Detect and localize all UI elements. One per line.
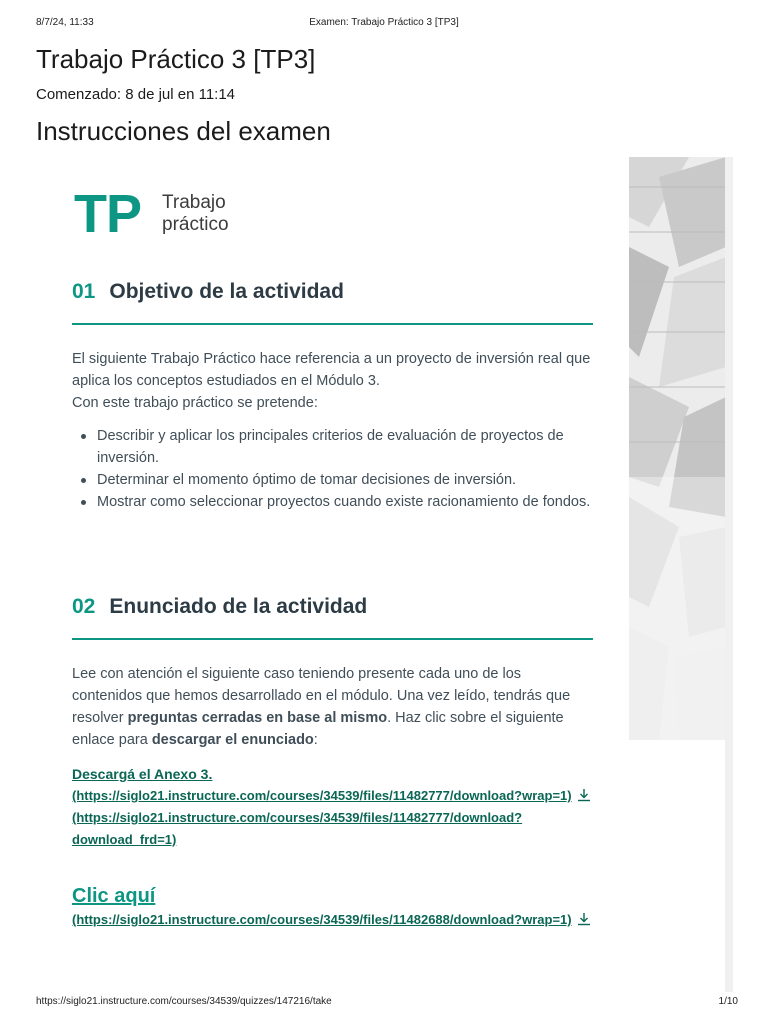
enunciado-text-3: : [313, 732, 318, 748]
download-icon[interactable] [576, 788, 592, 802]
section-divider [72, 323, 593, 325]
download-icon[interactable] [576, 912, 592, 926]
print-page-title: Examen: Trabajo Práctico 3 [TP3] [309, 17, 459, 28]
instructions-heading: Instrucciones del examen [36, 116, 331, 146]
enunciado-bold-text: preguntas cerradas en base al mismo [127, 710, 388, 726]
tp-logo-word2: práctico [162, 214, 229, 235]
print-footer-url: https://siglo21.instructure.com/courses/34539/quizzes/147216/take [36, 996, 332, 1007]
section-number: 02 [72, 595, 96, 618]
print-datetime: 8/7/24, 11:33 [36, 17, 94, 28]
enunciado-text: Lee con atención el siguiente caso teniendo presente cada uno de los contenidos que hemos desarrollado en el módulo. Una vez leído, tendrás que resolver [72, 666, 571, 726]
section-number: 01 [72, 280, 96, 303]
objetivo-text: El siguiente Trabajo Práctico hace referencia a un proyecto de inversión real que aplica los conceptos estudiados en el Módulo 3. [72, 351, 591, 389]
enunciado-paragraph [72, 663, 592, 751]
list-item: Determinar el momento óptimo de tomar decisiones de inversión. [72, 469, 592, 491]
objetivo-text-2: Con este trabajo práctico se pretende: [72, 395, 318, 411]
tp-logo-word1: Trabajo [162, 192, 226, 213]
list-item: Describir y aplicar los principales criterios de evaluación de proyectos de inversión. [72, 425, 592, 469]
anexo-3-url-link[interactable]: (https://siglo21.instructure.com/courses/34539/files/11482777/download?wrap=1) [72, 788, 572, 803]
enunciado-text-2: . Haz clic sobre el siguiente enlace para [72, 710, 564, 748]
section-divider [72, 638, 593, 640]
tp-logo-letters: TP [74, 184, 142, 244]
objetivo-paragraph [72, 348, 592, 414]
print-header [0, 17, 768, 31]
section-objetivo-heading [72, 280, 344, 304]
scrollbar[interactable] [725, 157, 733, 992]
decorative-banner-image [629, 157, 726, 740]
tp-logo-words [162, 192, 272, 236]
section-title: Objetivo de la actividad [109, 280, 344, 303]
section-title: Enunciado de la actividad [109, 595, 368, 618]
anexo-3-link[interactable]: Descargá el Anexo 3. [72, 766, 213, 782]
quiz-title: Trabajo Práctico 3 [TP3] [36, 44, 316, 74]
print-page-number: 1/10 [718, 996, 738, 1007]
clic-aqui-link[interactable]: Clic aquí [72, 885, 156, 907]
clic-aqui-links [72, 883, 592, 931]
anexo-links [72, 763, 592, 851]
section-enunciado-heading [72, 595, 367, 619]
clic-aqui-url-link[interactable]: (https://siglo21.instructure.com/courses/34539/files/11482688/download?wrap=1) [72, 912, 572, 927]
anexo-3-download-link[interactable]: (https://siglo21.instructure.com/courses/34539/files/11482777/download?download_frd=1) [72, 810, 523, 847]
list-item: Mostrar como seleccionar proyectos cuando existe racionamiento de fondos. [72, 491, 592, 513]
objetivo-bullet-list [72, 425, 592, 513]
started-time: Comenzado: 8 de jul en 11:14 [36, 86, 236, 103]
enunciado-bold-text-2: descargar el enunciado [151, 732, 314, 748]
